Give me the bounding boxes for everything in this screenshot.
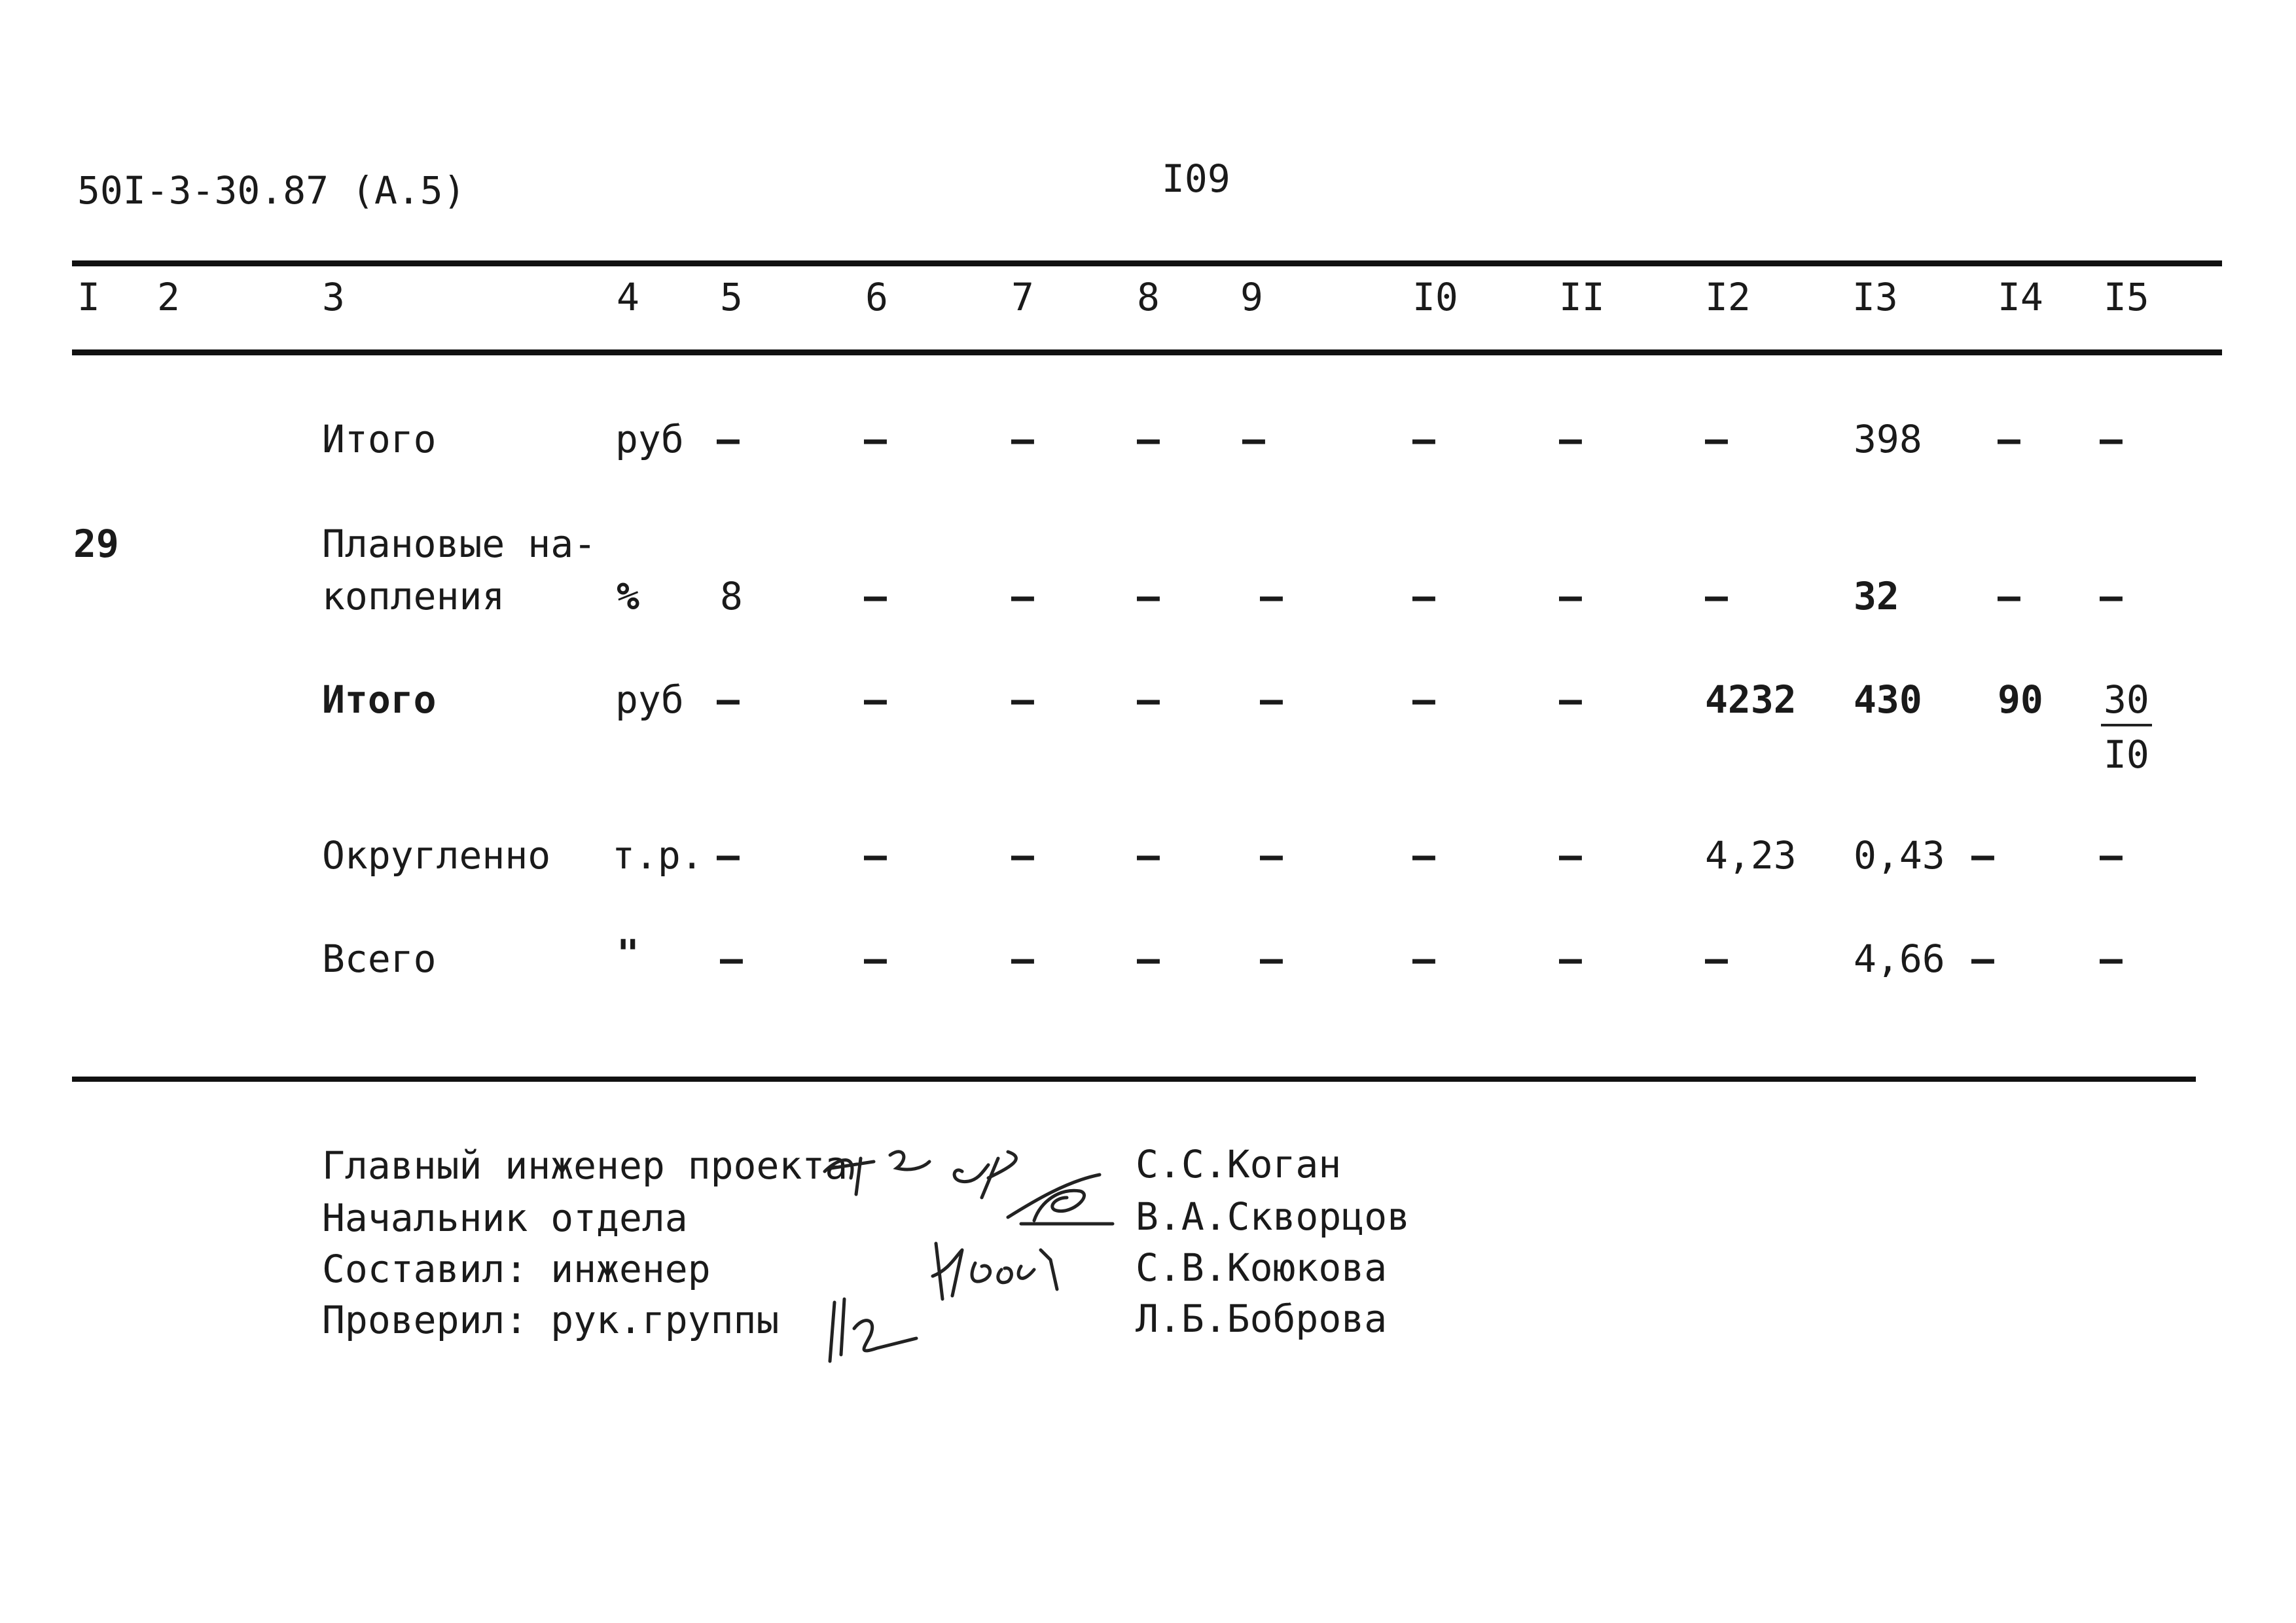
row-name: Округленно [322,833,551,878]
row-name-line-1: Плановые на- [322,522,597,566]
cell-c14: – [1971,936,1994,981]
row-name-line-2: копления [322,574,505,618]
row-unit: руб [615,417,684,461]
column-header: I5 [2104,275,2149,319]
cell-c13: 32 [1854,574,1899,618]
cell-c6: – [864,677,887,722]
column-header: 3 [322,275,345,319]
cell-c11: – [1559,574,1582,618]
cell-c6: – [864,936,887,981]
signature-role: Главный инженер проекта [322,1143,848,1188]
cell-c15-fraction [2101,677,2152,777]
cell-c9: – [1260,833,1283,878]
cell-c15: – [2100,833,2123,878]
column-header: 9 [1240,275,1263,319]
row-unit: руб [615,677,684,722]
cell-c7: – [1011,677,1034,722]
cell-c15: – [2100,574,2123,618]
cell-c11: – [1559,417,1582,461]
cell-c11: – [1559,936,1582,981]
row-name: Всего [322,936,437,981]
cell-c15: – [2100,936,2123,981]
cell-c5: 8 [720,574,743,618]
cell-c8: – [1137,677,1160,722]
cell-c10: – [1412,677,1435,722]
cell-c5: – [717,677,740,722]
cell-c7: – [1011,833,1034,878]
signature-role: Начальник отдела [322,1196,688,1240]
column-header: II [1559,275,1605,319]
cell-c8: – [1137,574,1160,618]
column-header: I3 [1852,275,1898,319]
table-bottom-rule [72,1077,2196,1082]
cell-c15: – [2100,417,2123,461]
cell-c10: – [1412,417,1435,461]
handwritten-signature-2 [995,1162,1126,1234]
cell-c9: – [1260,677,1283,722]
table-top-rule [72,260,2222,266]
row-unit: " [617,931,639,976]
column-header: 8 [1137,275,1160,319]
cell-c12: – [1705,417,1728,461]
cell-c12: – [1705,574,1728,618]
cell-c14: – [1971,833,1994,878]
signature-person: С.С.Коган [1136,1142,1342,1186]
cell-c7: – [1011,574,1034,618]
cell-c5: – [720,936,743,981]
row-name: Итого [322,677,437,722]
column-header: 6 [865,275,888,319]
signature-role: Составил: инженер [322,1247,711,1291]
column-header: 5 [720,275,743,319]
cell-c10: – [1412,936,1435,981]
handwritten-signature-4 [818,1283,929,1368]
cell-c5: – [717,833,740,878]
column-header: I4 [1998,275,2043,319]
signature-person: В.А.Скворцов [1136,1194,1410,1239]
cell-c8: – [1137,833,1160,878]
cell-c14: – [1998,417,2020,461]
column-header: 4 [617,275,639,319]
cell-c13: 4,66 [1854,936,1945,981]
cell-c12: – [1705,936,1728,981]
cell-c9: – [1260,574,1283,618]
cell-c10: – [1412,833,1435,878]
row-name: Итого [322,417,437,461]
row-number: 29 [73,522,119,566]
cell-c9: – [1260,936,1283,981]
cell-c11: – [1559,833,1582,878]
cell-c6: – [864,833,887,878]
header-bottom-rule [72,349,2222,355]
page-number: I09 [1162,156,1230,201]
column-header: I0 [1412,275,1458,319]
column-header: 2 [157,275,180,319]
cell-c8: – [1137,936,1160,981]
cell-c14: 90 [1998,677,2043,722]
cell-c13: 0,43 [1854,833,1945,878]
cell-c7: – [1011,417,1034,461]
cell-c12: 4232 [1705,677,1797,722]
cell-c5: – [717,417,740,461]
cell-c13: 398 [1854,417,1922,461]
handwritten-signature-3 [923,1230,1100,1315]
column-header: 7 [1011,275,1034,319]
fraction-numerator: 30 [2101,681,2152,726]
signature-person: Л.Б.Боброва [1136,1296,1388,1341]
cell-c14: – [1998,574,2020,618]
row-unit: % [617,574,639,618]
fraction-denominator: I0 [2104,732,2149,777]
cell-c10: – [1412,574,1435,618]
column-header: I [77,275,100,319]
cell-c13: 430 [1854,677,1922,722]
row-unit: т.р. [612,833,704,878]
cell-c9: – [1242,417,1265,461]
column-header: I2 [1705,275,1751,319]
cell-c7: – [1011,936,1034,981]
cell-c8: – [1137,417,1160,461]
cell-c12: 4,23 [1705,833,1797,878]
cell-c6: – [864,574,887,618]
signature-role: Проверил: рук.группы [322,1298,780,1342]
doc-code: 50I-3-30.87 (A.5) [77,168,466,213]
signature-person: С.В.Коюкова [1136,1245,1388,1290]
cell-c6: – [864,417,887,461]
cell-c11: – [1559,677,1582,722]
